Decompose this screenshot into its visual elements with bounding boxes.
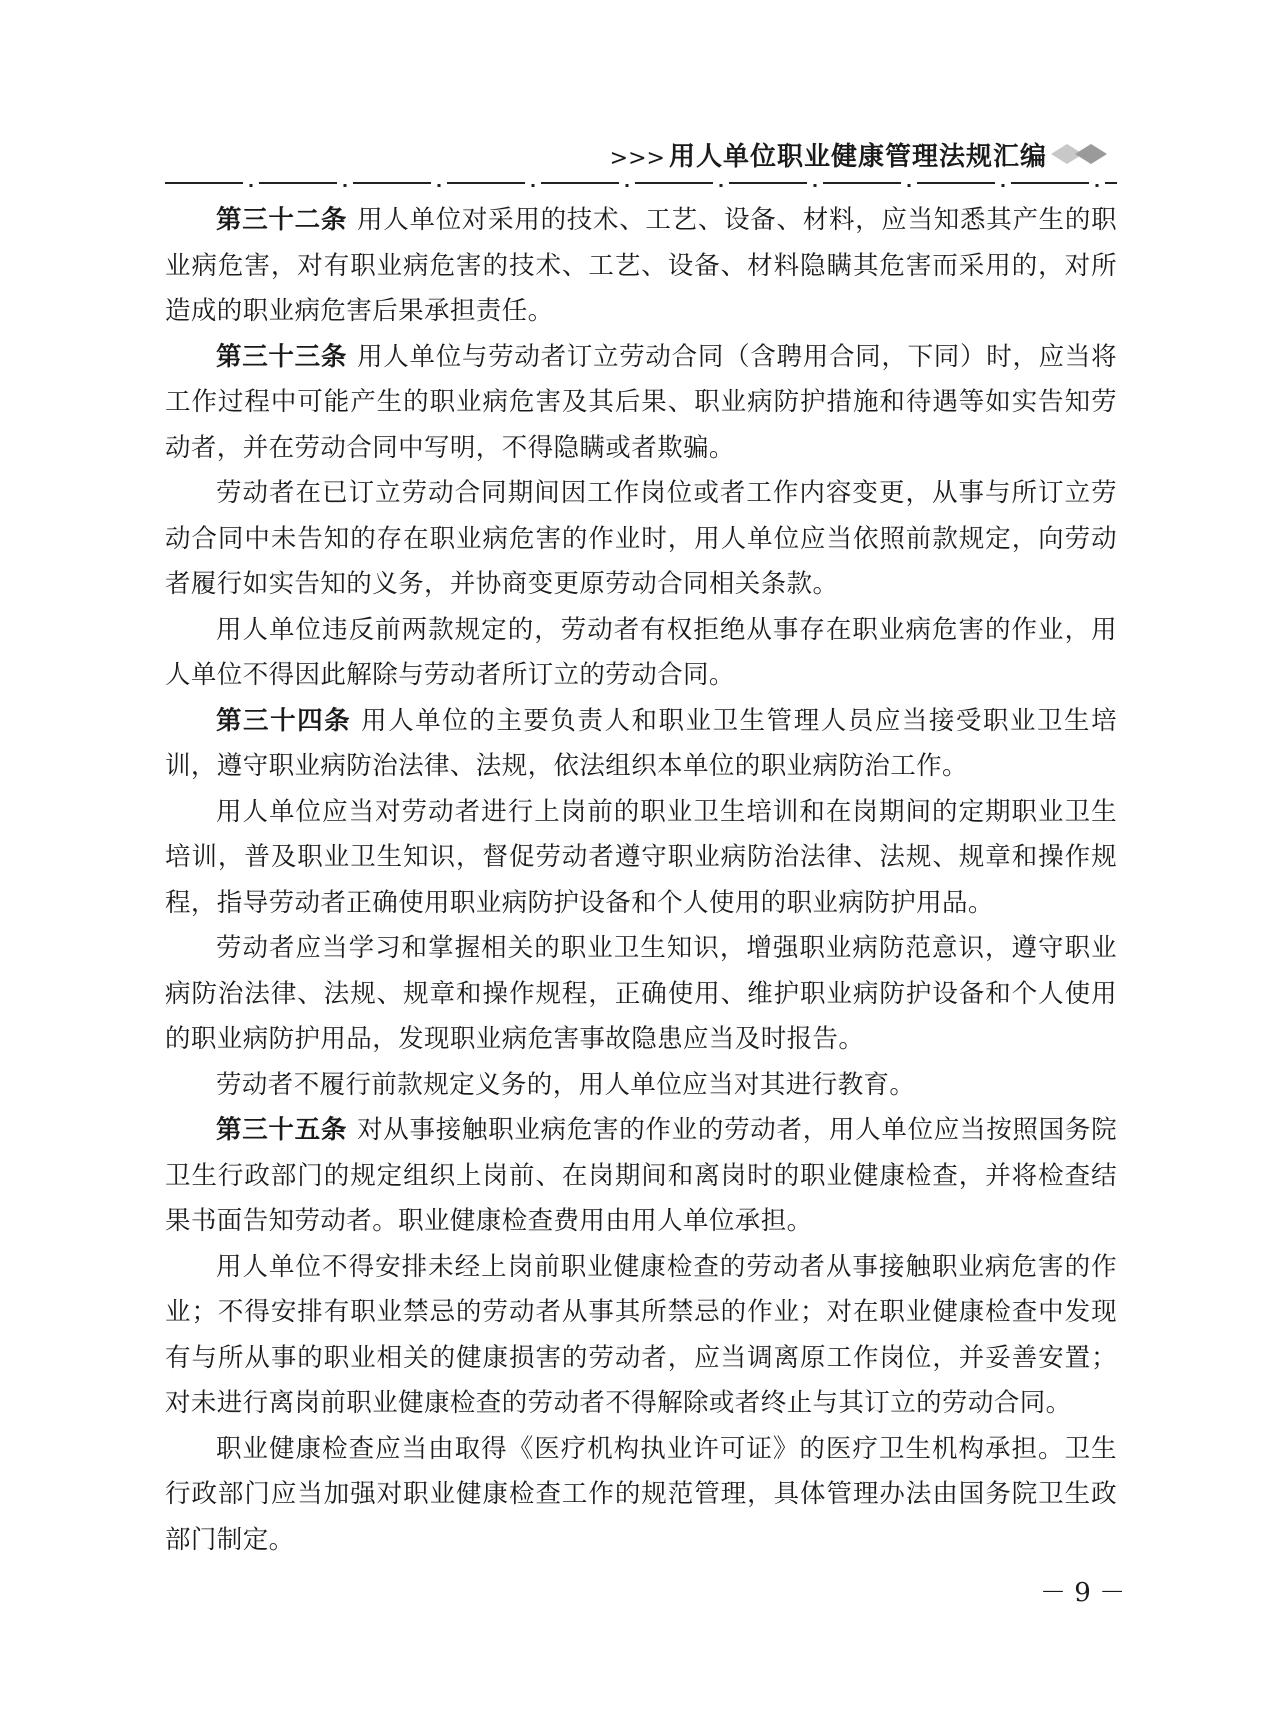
header-chevrons: >>>	[609, 146, 665, 171]
header-title-text: 用人单位职业健康管理法规汇编	[668, 142, 1047, 172]
article-number: 第三十五条	[216, 1115, 348, 1145]
body-paragraph	[165, 790, 1117, 927]
body-paragraph	[165, 926, 1117, 1063]
header-title	[610, 136, 1047, 173]
body-paragraph	[165, 1427, 1117, 1564]
running-header	[165, 132, 1117, 192]
body-paragraph	[165, 1063, 1117, 1109]
body-paragraph	[165, 608, 1117, 699]
article-number: 第三十三条	[216, 341, 348, 372]
body-paragraph	[165, 335, 1117, 472]
paragraph-text: 用人单位违反前两款规定的，劳动者有权拒绝从事存在职业病危害的作业，用人单位不得因此解除与劳动者所订立的劳动合同。	[165, 614, 1117, 690]
body-paragraph	[165, 1245, 1117, 1427]
paragraph-text: 对从事接触职业病危害的作业的劳动者，用人单位应当按照国务院卫生行政部门的规定组织上岗前、在岗期间和离岗时的职业健康检查，并将检查结果书面告知劳动者。职业健康检查费用由用人单位承担。	[165, 1115, 1117, 1236]
page-number: － 9 －	[1040, 1578, 1126, 1608]
article-number: 第三十二条	[216, 205, 348, 235]
page-body	[165, 198, 1117, 1563]
paragraph-text: 用人单位应当对劳动者进行上岗前的职业卫生培训和在岗期间的定期职业卫生培训，普及职业卫生知识，督促劳动者遵守职业病防治法律、法规、规章和操作规程，指导劳动者正确使用职业病防护设备和个人使用的职业病防护用品。	[165, 796, 1117, 918]
body-paragraph	[165, 1108, 1117, 1245]
paragraph-text: 劳动者应当学习和掌握相关的职业卫生知识，增强职业病防范意识，遵守职业病防治法律、法规、规章和操作规程，正确使用、维护职业病防护设备和个人使用的职业病防护用品，发现职业病危害事故隐患应当及时报告。	[165, 933, 1117, 1054]
paragraph-text: 用人单位对采用的技术、工艺、设备、材料，应当知悉其产生的职业病危害，对有职业病危害的技术、工艺、设备、材料隐瞒其危害而采用的，对所造成的职业病危害后果承担责任。	[165, 205, 1117, 326]
body-paragraph	[165, 699, 1117, 790]
paragraph-text: 用人单位不得安排未经上岗前职业健康检查的劳动者从事接触职业病危害的作业；不得安排有职业禁忌的劳动者从事其所禁忌的作业；对在职业健康检查中发现有与所从事的职业相关的健康损害的劳动者，应当调离原工作岗位，并妥善安置；对未进行离岗前职业健康检查的劳动者不得解除或者终止与其订立的劳动合同。	[165, 1251, 1117, 1418]
paragraph-text: 职业健康检查应当由取得《医疗机构执业许可证》的医疗卫生机构承担。卫生行政部门应当加强对职业健康检查工作的规范管理，具体管理办法由国务院卫生政部门制定。	[165, 1433, 1117, 1555]
paragraph-text: 用人单位的主要负责人和职业卫生管理人员应当接受职业卫生培训，遵守职业病防治法律、法规，依法组织本单位的职业病防治工作。	[165, 705, 1117, 781]
paragraph-text: 劳动者在已订立劳动合同期间因工作岗位或者工作内容变更，从事与所订立劳动合同中未告知的存在职业病危害的作业时，用人单位应当依照前款规定，向劳动者履行如实告知的义务，并协商变更原劳动合同相关条款。	[165, 478, 1117, 599]
paragraph-text: 用人单位与劳动者订立劳动合同（含聘用合同，下同）时，应当将工作过程中可能产生的职业病危害及其后果、职业病防护措施和待遇等如实告知劳动者，并在劳动合同中写明，不得隐瞒或者欺骗。	[165, 341, 1117, 463]
body-paragraph	[165, 198, 1117, 335]
header-dashed-rule	[165, 178, 1117, 188]
double-diamond-ornament-icon	[1049, 142, 1111, 166]
paragraph-text: 劳动者不履行前款规定义务的，用人单位应当对其进行教育。	[216, 1069, 916, 1100]
article-number: 第三十四条	[216, 705, 352, 736]
body-paragraph	[165, 471, 1117, 608]
